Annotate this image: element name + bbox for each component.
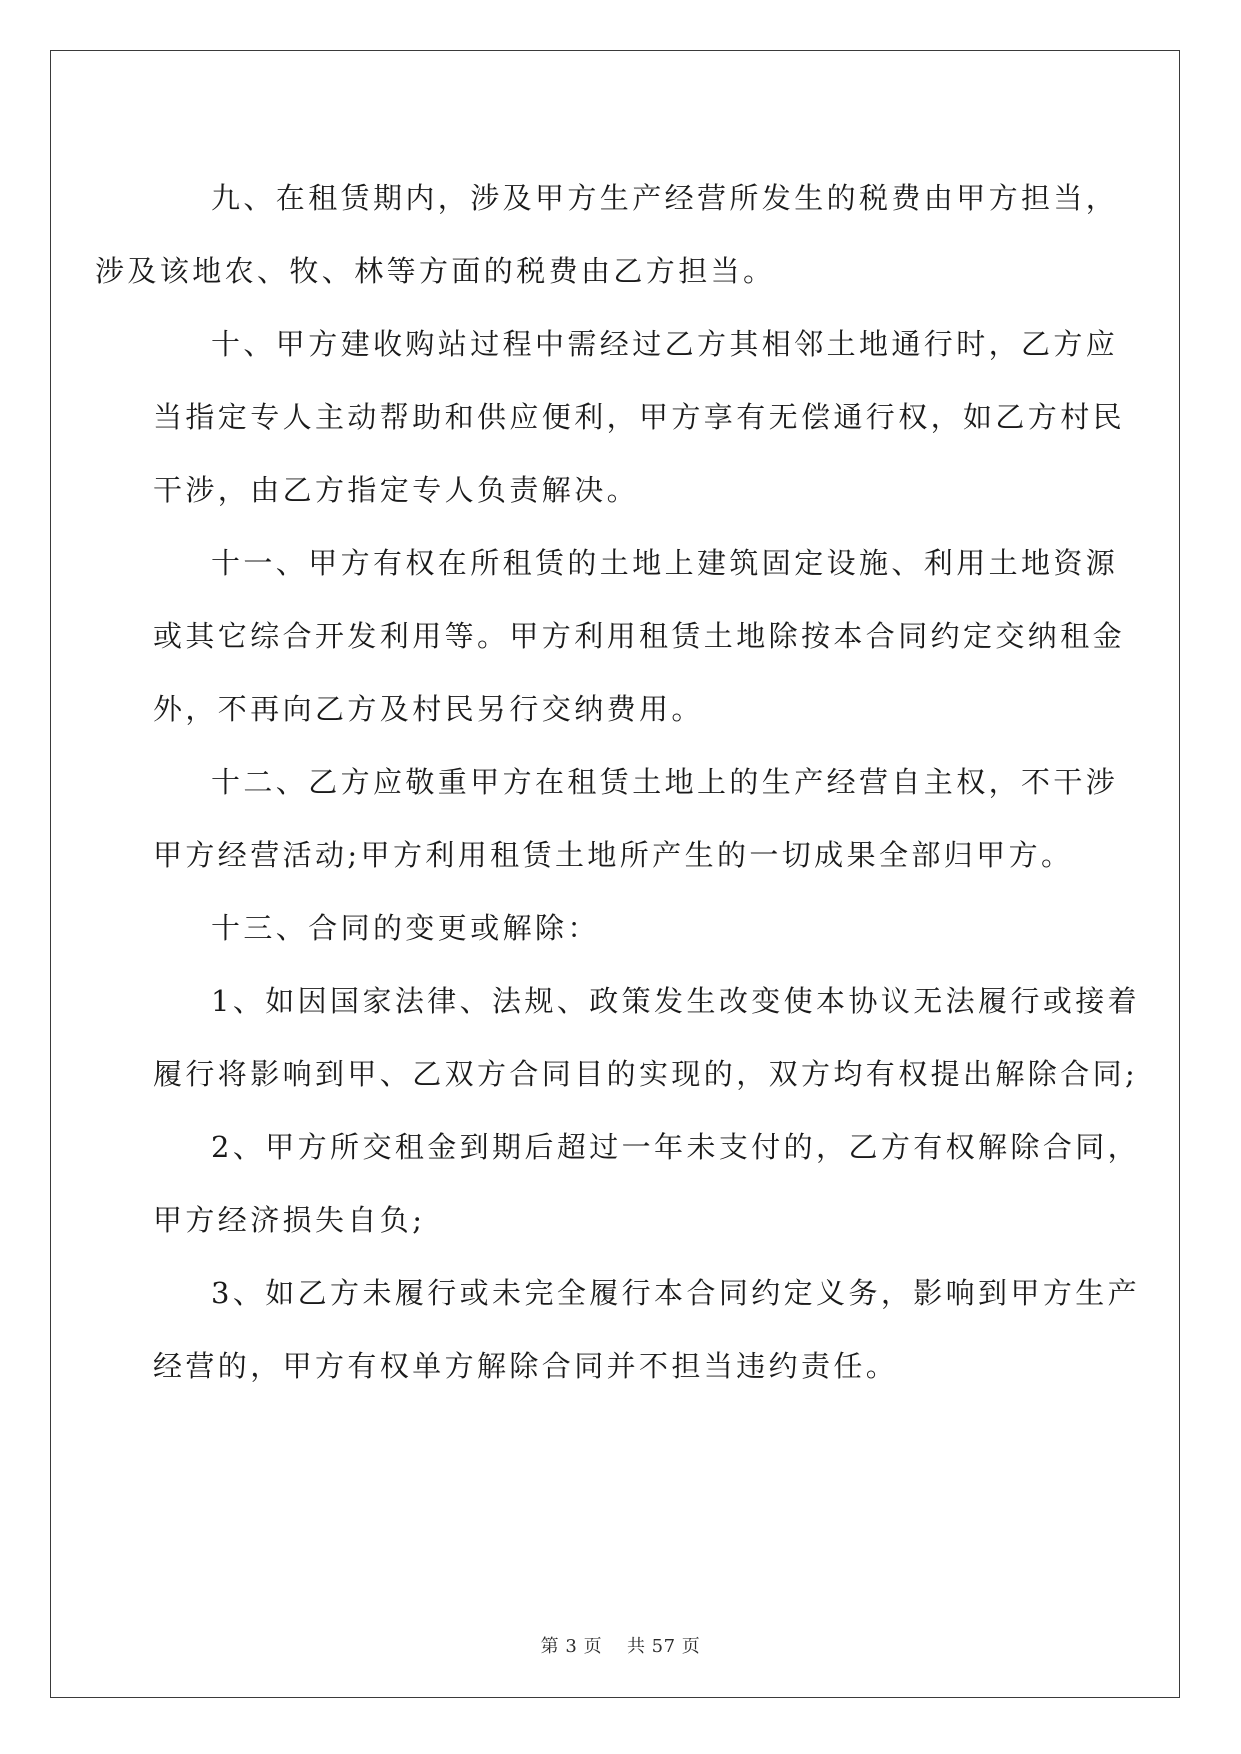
text-line: 或其它综合开发利用等。甲方利用租赁土地除按本合同约定交纳租金 xyxy=(153,619,1126,653)
text-line: 十、甲方建收购站过程中需经过乙方其相邻土地通行时，乙方应 xyxy=(211,327,1119,361)
paragraph-clause-13-heading xyxy=(153,892,1083,965)
text-line: 3、如乙方未履行或未完全履行本合同约定义务，影响到甲方生产 xyxy=(211,1276,1141,1310)
text-line: 履行将影响到甲、乙双方合同目的实现的，双方均有权提出解除合同; xyxy=(153,1057,1139,1091)
text-line: 甲方经营活动;甲方利用租赁土地所产生的一切成果全部归甲方。 xyxy=(153,838,1074,872)
paragraph-item-2 xyxy=(153,1111,1141,1257)
text-line: 十三、合同的变更或解除： xyxy=(211,911,600,945)
text-line: 干涉，由乙方指定专人负责解决。 xyxy=(153,473,640,507)
document-body xyxy=(95,162,1141,1403)
paragraph-clause-10 xyxy=(153,308,1126,527)
paragraph-item-1 xyxy=(153,965,1141,1111)
text-line: 1、如因国家法律、法规、政策发生改变使本协议无法履行或接着 xyxy=(211,984,1141,1018)
paragraph-clause-11 xyxy=(153,527,1126,746)
text-line: 外，不再向乙方及村民另行交纳费用。 xyxy=(153,692,704,726)
text-line: 十二、乙方应敬重甲方在租赁土地上的生产经营自主权，不干涉 xyxy=(211,765,1119,799)
paragraph-clause-9 xyxy=(95,162,1119,308)
paragraph-clause-12 xyxy=(153,746,1119,892)
text-line: 十一、甲方有权在所租赁的土地上建筑固定设施、利用土地资源 xyxy=(211,546,1119,580)
text-line: 2、甲方所交租金到期后超过一年未支付的，乙方有权解除合同， xyxy=(211,1130,1141,1164)
page-number-footer: 第 3 页 共 57 页 xyxy=(540,1636,701,1657)
paragraph-item-3 xyxy=(153,1257,1141,1403)
text-line: 甲方经济损失自负; xyxy=(153,1203,426,1237)
text-line: 九、在租赁期内，涉及甲方生产经营所发生的税费由甲方担当， xyxy=(211,181,1119,215)
text-line: 当指定专人主动帮助和供应便利，甲方享有无偿通行权，如乙方村民 xyxy=(153,400,1126,434)
text-line: 经营的，甲方有权单方解除合同并不担当违约责任。 xyxy=(153,1349,899,1383)
text-line: 涉及该地农、牧、林等方面的税费由乙方担当。 xyxy=(95,254,776,288)
